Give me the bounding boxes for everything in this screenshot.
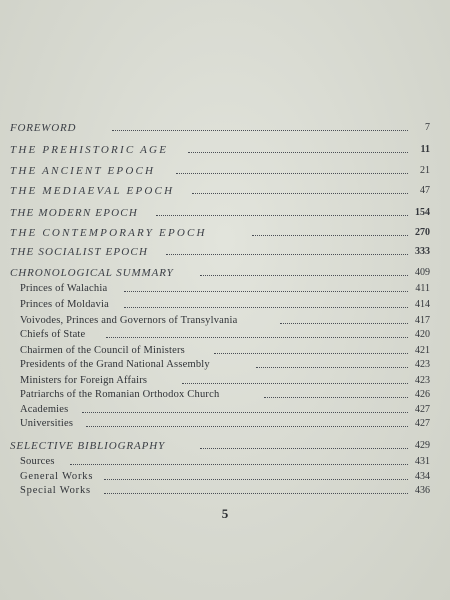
toc-page-number: 423 xyxy=(415,359,430,370)
toc-page-number: 411 xyxy=(415,283,430,294)
toc-entry-chiefs-of-state xyxy=(0,327,450,343)
toc-label: CHRONOLOGICAL SUMMARY xyxy=(10,267,174,279)
toc-page-number: 434 xyxy=(415,471,430,482)
toc-page-number: 11 xyxy=(420,144,430,155)
toc-entry-prehistoric-age xyxy=(0,142,450,158)
toc-entry-patriarchs xyxy=(0,387,450,403)
page-folio-number: 5 xyxy=(221,506,229,521)
dot-leader xyxy=(182,383,408,384)
dot-leader xyxy=(200,448,408,449)
toc-entry-chronological-summary xyxy=(0,265,450,281)
toc-entry-socialist-epoch xyxy=(0,244,450,260)
toc-entry-princes-walachia xyxy=(0,281,450,297)
toc-page-number: 333 xyxy=(415,246,430,257)
dot-leader xyxy=(124,307,408,308)
toc-page-number: 154 xyxy=(415,207,430,218)
toc-page-number: 420 xyxy=(415,329,430,340)
toc-page-number: 421 xyxy=(415,345,430,356)
toc-page-number: 417 xyxy=(415,315,430,326)
dot-leader xyxy=(70,464,408,465)
toc-label: Chairmen of the Council of Ministers xyxy=(20,345,185,356)
toc-label: SELECTIVE BIBLIOGRAPHY xyxy=(10,440,166,452)
toc-entry-contemporary-epoch xyxy=(0,225,450,241)
dot-leader xyxy=(86,426,408,427)
toc-entry-selective-bibliography xyxy=(0,438,450,454)
toc-label: THE CONTEMPORARY EPOCH xyxy=(10,227,207,239)
toc-page-number: 427 xyxy=(415,418,430,429)
toc-label: Chiefs of State xyxy=(20,329,86,340)
toc-label: THE SOCIALIST EPOCH xyxy=(10,246,149,258)
dot-leader xyxy=(104,479,408,480)
dot-leader xyxy=(82,412,408,413)
toc-label: Princes of Moldavia xyxy=(20,299,109,310)
toc-entry-ancient-epoch xyxy=(0,163,450,179)
toc-page-number: 7 xyxy=(425,122,430,133)
toc-page-number: 429 xyxy=(415,440,430,451)
dot-leader xyxy=(104,493,408,494)
dot-leader xyxy=(264,397,408,398)
toc-page-number: 423 xyxy=(415,375,430,386)
dot-leader xyxy=(252,235,408,236)
toc-label: Ministers for Foreign Affairs xyxy=(20,375,148,386)
toc-entry-special-works xyxy=(0,483,450,499)
toc-page-number: 47 xyxy=(420,185,430,196)
toc-label: Special Works xyxy=(20,485,91,496)
toc-label: Princes of Walachia xyxy=(20,283,108,294)
dot-leader xyxy=(214,353,408,354)
toc-label: Sources xyxy=(20,456,55,467)
toc-label: THE MEDIAEVAL EPOCH xyxy=(10,185,175,197)
toc-entry-modern-epoch xyxy=(0,205,450,221)
toc-label: Universities xyxy=(20,418,74,429)
toc-entry-princes-moldavia xyxy=(0,297,450,313)
toc-entry-mediaeval-epoch xyxy=(0,183,450,199)
toc-label: Patriarchs of the Romanian Orthodox Church xyxy=(20,389,220,400)
toc-label: THE ANCIENT EPOCH xyxy=(10,165,156,177)
dot-leader xyxy=(200,275,408,276)
toc-page-number: 431 xyxy=(415,456,430,467)
toc-label: THE MODERN EPOCH xyxy=(10,207,138,219)
toc-page-number: 436 xyxy=(415,485,430,496)
toc-page-number: 270 xyxy=(415,227,430,238)
toc-entry-universities xyxy=(0,416,450,432)
dot-leader xyxy=(112,130,408,131)
dot-leader xyxy=(124,291,408,292)
toc-label: FOREWORD xyxy=(10,122,77,134)
toc-label: THE PREHISTORIC AGE xyxy=(10,144,169,156)
dot-leader xyxy=(156,215,408,216)
toc-label: General Works xyxy=(20,471,94,482)
dot-leader xyxy=(166,254,408,255)
toc-entry-sources xyxy=(0,454,450,470)
toc-label: Voivodes, Princes and Governors of Transylvania xyxy=(20,315,238,326)
toc-page-number: 409 xyxy=(415,267,430,278)
toc-page-number: 427 xyxy=(415,404,430,415)
dot-leader xyxy=(280,323,408,324)
toc-page-number: 414 xyxy=(415,299,430,310)
toc-entry-foreword xyxy=(0,120,450,136)
dot-leader xyxy=(192,193,408,194)
toc-label: Presidents of the Grand National Assembly xyxy=(20,359,210,370)
dot-leader xyxy=(188,152,408,153)
dot-leader xyxy=(106,337,408,338)
toc-page-number: 426 xyxy=(415,389,430,400)
toc-label: Academies xyxy=(20,404,69,415)
toc-entry-grand-national-assembly xyxy=(0,357,450,373)
toc-page-number: 21 xyxy=(420,165,430,176)
dot-leader xyxy=(256,367,408,368)
dot-leader xyxy=(176,173,408,174)
